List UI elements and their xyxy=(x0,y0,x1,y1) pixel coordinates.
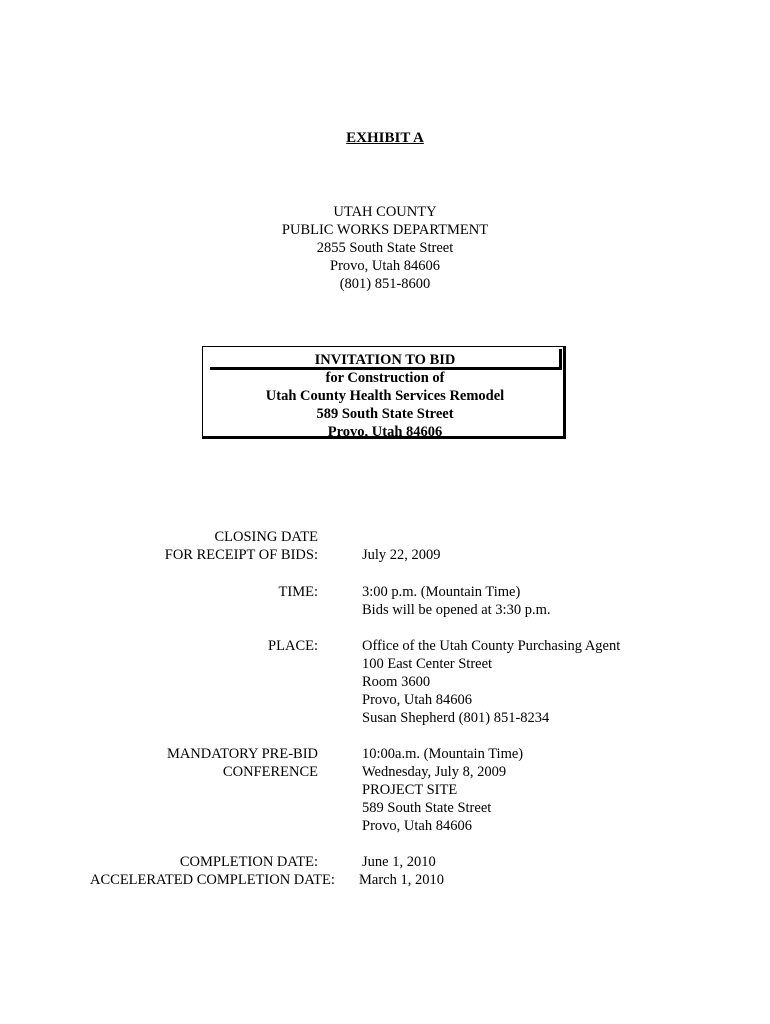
place-line-5: Susan Shepherd (801) 851-8234 xyxy=(362,710,550,726)
agency-phone: (801) 851-8600 xyxy=(339,276,431,292)
invitation-line-1: for Construction of xyxy=(325,370,445,386)
accelerated-completion-value: March 1, 2010 xyxy=(359,872,444,888)
closing-label-line-2: FOR RECEIPT OF BIDS: xyxy=(164,547,318,563)
conference-line-1: 10:00a.m. (Mountain Time) xyxy=(362,746,524,762)
conference-line-2: Wednesday, July 8, 2009 xyxy=(362,764,507,780)
conference-line-3: PROJECT SITE xyxy=(362,782,458,798)
conference-label-line-2: CONFERENCE xyxy=(222,764,318,780)
agency-address-block xyxy=(0,203,770,293)
invitation-line-4: Provo, Utah 84606 xyxy=(327,424,443,440)
closing-date-label xyxy=(165,528,318,564)
conference-line-5: Provo, Utah 84606 xyxy=(362,818,472,834)
conference-label-line-1: MANDATORY PRE-BID xyxy=(166,746,318,762)
completion-date-label: COMPLETION DATE: xyxy=(179,854,318,870)
time-line-1: 3:00 p.m. (Mountain Time) xyxy=(362,584,521,600)
agency-street: 2855 South State Street xyxy=(316,240,454,256)
agency-department: PUBLIC WORKS DEPARTMENT xyxy=(281,222,489,238)
conference-value xyxy=(362,745,523,835)
place-line-4: Provo, Utah 84606 xyxy=(362,692,472,708)
agency-name: UTAH COUNTY xyxy=(333,204,437,220)
agency-city: Provo, Utah 84606 xyxy=(330,258,440,274)
conference-label xyxy=(167,745,318,781)
place-value xyxy=(362,637,620,727)
exhibit-title: EXHIBIT A xyxy=(346,130,424,146)
closing-label-line-1: CLOSING DATE xyxy=(214,529,318,545)
invitation-line-2: Utah County Health Services Remodel xyxy=(265,388,505,404)
time-label: TIME: xyxy=(278,584,318,600)
conference-line-4: 589 South State Street xyxy=(362,800,492,816)
place-line-1: Office of the Utah County Purchasing Agent xyxy=(362,638,621,654)
place-label: PLACE: xyxy=(268,638,318,654)
place-line-2: 100 East Center Street xyxy=(362,656,493,672)
accelerated-completion-label: ACCELERATED COMPLETION DATE: xyxy=(90,872,335,888)
place-line-3: Room 3600 xyxy=(362,674,431,690)
invitation-text xyxy=(0,351,770,441)
closing-date-value: July 22, 2009 xyxy=(362,547,441,563)
invitation-line-3: 589 South State Street xyxy=(316,406,454,422)
time-value xyxy=(362,583,550,619)
invitation-heading: INVITATION TO BID xyxy=(314,352,456,368)
time-line-2: Bids will be opened at 3:30 p.m. xyxy=(362,602,551,618)
completion-date-value: June 1, 2010 xyxy=(362,854,436,870)
